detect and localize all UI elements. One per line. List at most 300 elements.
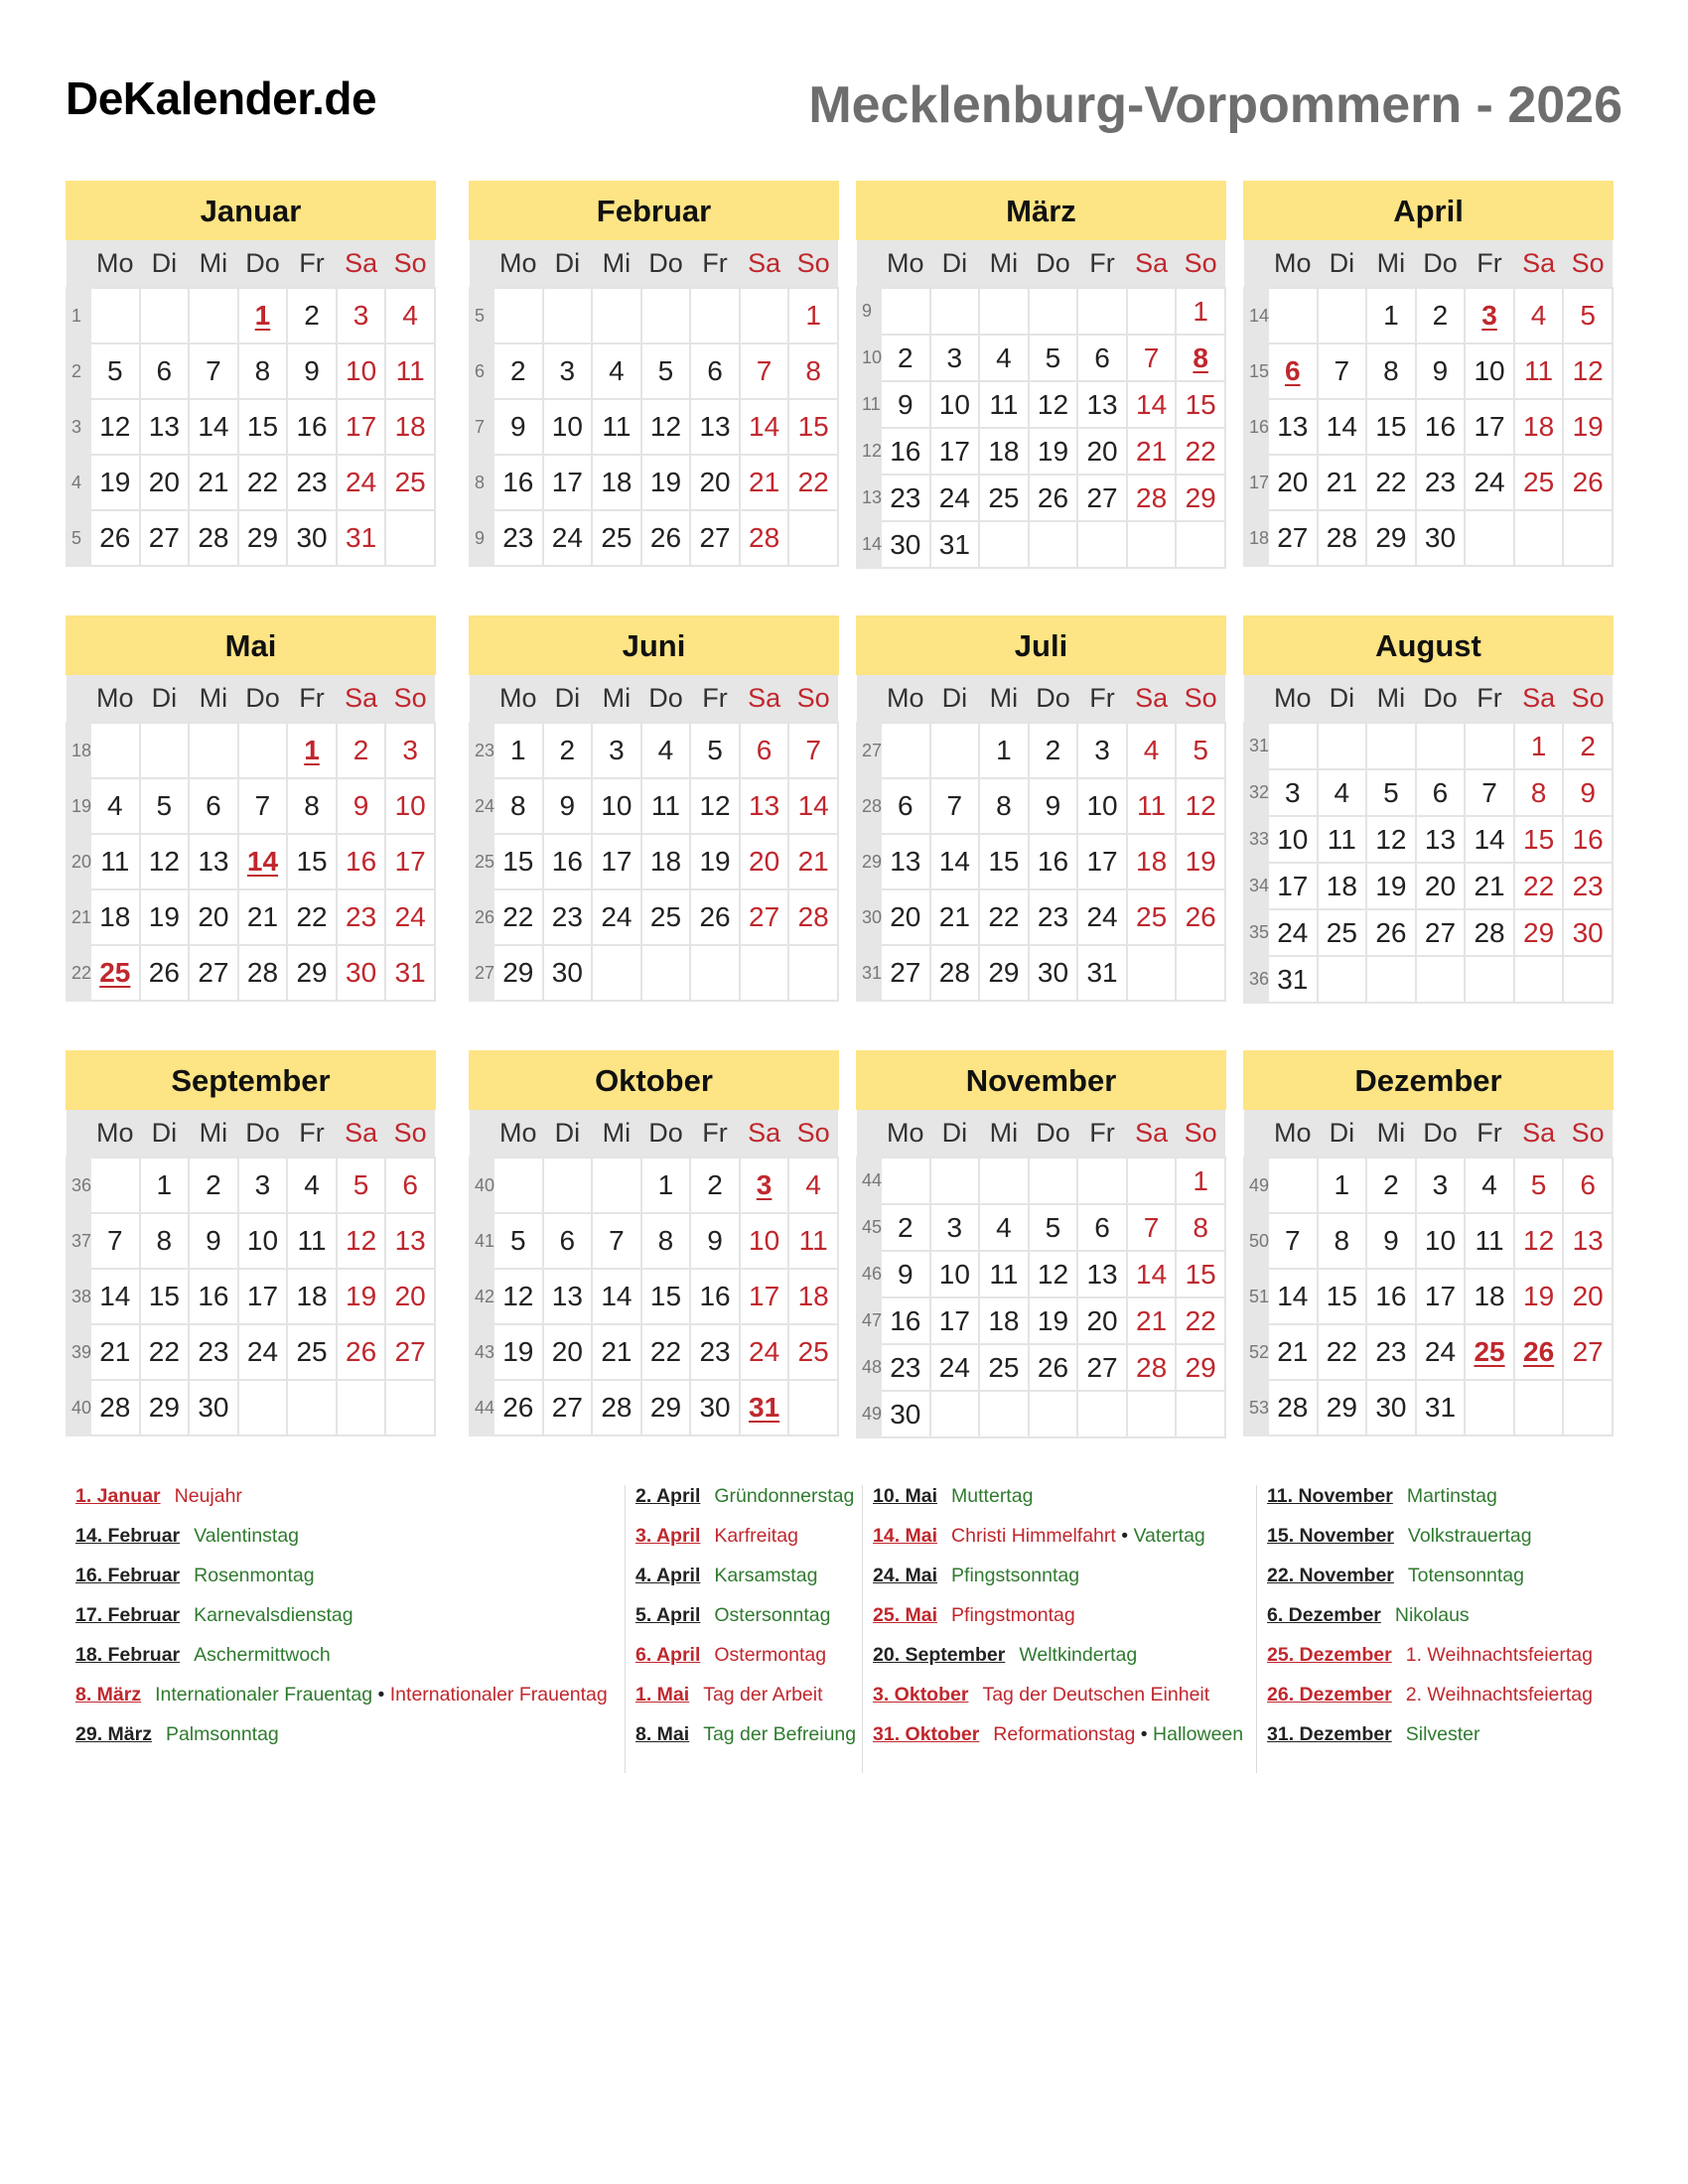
legend-holiday-name: Martinstag	[1406, 1485, 1497, 1507]
day-cell: 9	[690, 1213, 740, 1269]
day-cell: 3	[1077, 723, 1127, 778]
legend-item	[873, 1525, 1243, 1565]
week-number-header	[470, 240, 493, 288]
day-cell: 17	[1465, 399, 1514, 455]
day-cell: 29	[979, 945, 1029, 1001]
day-cell: 13	[1268, 399, 1318, 455]
week-number: 4	[67, 455, 90, 510]
week-number-header	[1244, 675, 1268, 723]
day-cell: 28	[1465, 909, 1514, 956]
day-cell: 19	[1514, 1269, 1564, 1324]
legend-date: 1. Januar	[75, 1485, 161, 1507]
day-cell: 20	[690, 455, 740, 510]
week-number: 46	[857, 1251, 881, 1297]
day-cell: 2	[337, 723, 386, 778]
day-cell: 29	[1176, 1344, 1225, 1391]
day-cell: 9	[337, 778, 386, 834]
legend-item	[635, 1604, 856, 1644]
day-cell	[930, 723, 980, 778]
day-cell: 1	[1318, 1158, 1367, 1213]
weekday-header: Mo	[881, 675, 930, 723]
day-cell: 15	[788, 399, 838, 455]
week-number: 37	[67, 1213, 90, 1269]
week-row	[857, 1158, 1225, 1204]
day-cell: 9	[881, 381, 930, 428]
day-cell: 27	[385, 1324, 435, 1380]
day-cell	[881, 288, 930, 335]
weekday-header: Sa	[1514, 240, 1564, 288]
week-number-header	[857, 675, 881, 723]
day-cell: 25	[1514, 455, 1564, 510]
day-cell: 27	[881, 945, 930, 1001]
day-cell: 29	[1318, 1380, 1367, 1435]
month-januar	[66, 181, 436, 568]
day-cell: 6	[1416, 769, 1466, 816]
day-cell: 25	[1318, 909, 1367, 956]
day-cell: 18	[788, 1269, 838, 1324]
day-cell	[189, 723, 238, 778]
week-number: 31	[857, 945, 881, 1001]
week-number: 41	[470, 1213, 493, 1269]
month-title: Oktober	[469, 1050, 839, 1110]
weekday-header: Do	[641, 675, 691, 723]
day-cell: 10	[543, 399, 593, 455]
month-table	[856, 1110, 1226, 1438]
week-number: 45	[857, 1204, 881, 1251]
day-cell: 15	[238, 399, 288, 455]
day-cell: 14	[189, 399, 238, 455]
day-cell: 7	[1318, 343, 1367, 399]
day-cell: 20	[189, 889, 238, 945]
day-cell	[930, 1158, 980, 1204]
weekday-header: Sa	[1514, 675, 1564, 723]
day-cell: 26	[1176, 889, 1225, 945]
legend-item	[75, 1525, 608, 1565]
weekday-header: Sa	[337, 675, 386, 723]
day-cell: 7	[238, 778, 288, 834]
weekday-header: Mi	[1366, 240, 1416, 288]
day-cell: 25	[641, 889, 691, 945]
day-cell: 28	[788, 889, 838, 945]
day-cell	[1563, 1380, 1613, 1435]
legend-holiday-name: Pfingstmontag	[951, 1604, 1075, 1626]
day-cell: 27	[189, 945, 238, 1001]
day-cell: 12	[1514, 1213, 1564, 1269]
day-cell	[238, 723, 288, 778]
day-cell: 9	[287, 343, 337, 399]
week-number: 29	[857, 834, 881, 889]
legend-holiday-name: Halloween	[1153, 1723, 1244, 1745]
day-cell: 24	[385, 889, 435, 945]
day-cell: 10	[337, 343, 386, 399]
week-number: 16	[1244, 399, 1268, 455]
holiday-day-cell: 6	[1268, 343, 1318, 399]
week-number: 44	[857, 1158, 881, 1204]
day-cell: 28	[1268, 1380, 1318, 1435]
week-number-header	[470, 675, 493, 723]
day-cell: 22	[1318, 1324, 1367, 1380]
day-cell: 4	[385, 288, 435, 343]
day-cell: 22	[788, 455, 838, 510]
weekday-header: Sa	[337, 1110, 386, 1158]
day-cell: 16	[287, 399, 337, 455]
legend-holiday-name: Silvester	[1405, 1723, 1480, 1745]
weekday-header: Sa	[740, 675, 789, 723]
legend-date: 8. März	[75, 1684, 142, 1706]
week-row	[67, 455, 435, 510]
week-row	[1244, 1158, 1613, 1213]
day-cell	[1563, 956, 1613, 1003]
legend-item	[873, 1644, 1243, 1684]
day-cell	[1127, 1158, 1177, 1204]
week-number-header	[857, 1110, 881, 1158]
week-row	[67, 889, 435, 945]
day-cell	[1127, 945, 1177, 1001]
weekday-header: So	[385, 1110, 435, 1158]
week-number: 3	[67, 399, 90, 455]
day-cell: 11	[788, 1213, 838, 1269]
day-cell: 15	[287, 834, 337, 889]
legend-holiday-name: Volkstrauertag	[1407, 1525, 1532, 1547]
legend-item	[1267, 1604, 1593, 1644]
week-number: 34	[1244, 863, 1268, 909]
legend-item	[873, 1723, 1243, 1763]
month-märz	[856, 181, 1226, 568]
week-number: 40	[67, 1380, 90, 1435]
day-cell	[543, 1158, 593, 1213]
weekday-header: Di	[1318, 240, 1367, 288]
week-number: 30	[857, 889, 881, 945]
week-row	[470, 288, 838, 343]
day-cell	[788, 510, 838, 566]
day-cell: 9	[881, 1251, 930, 1297]
legend-item	[635, 1723, 856, 1763]
weekday-header: So	[1563, 1110, 1613, 1158]
day-cell: 8	[788, 343, 838, 399]
day-cell: 26	[90, 510, 140, 566]
week-number: 17	[1244, 455, 1268, 510]
day-cell: 14	[1465, 816, 1514, 863]
day-cell: 19	[1029, 428, 1078, 475]
legend-item	[75, 1723, 608, 1763]
day-cell: 8	[979, 778, 1029, 834]
legend-item	[635, 1565, 856, 1604]
legend-column	[862, 1485, 1243, 1773]
day-cell: 20	[543, 1324, 593, 1380]
week-number: 9	[470, 510, 493, 566]
day-cell: 11	[90, 834, 140, 889]
day-cell: 7	[592, 1213, 641, 1269]
legend-item	[1267, 1485, 1593, 1525]
day-cell: 24	[1465, 455, 1514, 510]
day-cell: 11	[385, 343, 435, 399]
day-cell: 26	[337, 1324, 386, 1380]
day-cell: 30	[881, 521, 930, 568]
day-cell: 26	[140, 945, 190, 1001]
month-mai	[66, 615, 436, 1003]
day-cell: 17	[740, 1269, 789, 1324]
month-table	[856, 240, 1226, 569]
week-number-header	[67, 240, 90, 288]
day-cell: 25	[979, 1344, 1029, 1391]
day-cell: 30	[881, 1391, 930, 1437]
weekday-header: Fr	[1077, 240, 1127, 288]
day-cell: 15	[1318, 1269, 1367, 1324]
day-cell: 12	[1563, 343, 1613, 399]
month-table	[66, 675, 436, 1002]
day-cell: 13	[543, 1269, 593, 1324]
month-juni	[469, 615, 839, 1003]
week-row	[1244, 288, 1613, 343]
day-cell	[979, 521, 1029, 568]
day-cell: 14	[930, 834, 980, 889]
month-table	[1243, 675, 1614, 1004]
day-cell: 18	[287, 1269, 337, 1324]
week-number-header	[1244, 1110, 1268, 1158]
day-cell: 2	[1366, 1158, 1416, 1213]
week-number: 49	[1244, 1158, 1268, 1213]
day-cell: 6	[881, 778, 930, 834]
weekday-header: Mo	[90, 1110, 140, 1158]
day-cell: 24	[337, 455, 386, 510]
day-cell: 12	[1366, 816, 1416, 863]
holiday-day-cell: 25	[90, 945, 140, 1001]
weekday-header: Di	[543, 1110, 593, 1158]
week-row	[470, 889, 838, 945]
legend-holiday-name: Valentinstag	[194, 1525, 300, 1547]
weekday-header: Fr	[1465, 675, 1514, 723]
weekday-header: Fr	[690, 675, 740, 723]
weekday-header: Mo	[1268, 675, 1318, 723]
day-cell: 28	[1318, 510, 1367, 566]
day-cell: 3	[1416, 1158, 1466, 1213]
day-cell	[1268, 723, 1318, 769]
day-cell: 12	[1176, 778, 1225, 834]
day-cell: 1	[493, 723, 543, 778]
day-cell: 26	[1563, 455, 1613, 510]
day-cell: 30	[690, 1380, 740, 1435]
day-cell	[592, 288, 641, 343]
day-cell: 21	[788, 834, 838, 889]
month-title: Juni	[469, 615, 839, 675]
day-cell: 24	[930, 475, 980, 521]
week-number: 7	[470, 399, 493, 455]
day-cell: 28	[592, 1380, 641, 1435]
day-cell: 29	[140, 1380, 190, 1435]
day-cell: 23	[881, 1344, 930, 1391]
day-cell: 6	[385, 1158, 435, 1213]
month-title: Juli	[856, 615, 1226, 675]
week-row	[67, 399, 435, 455]
week-number: 40	[470, 1158, 493, 1213]
day-cell: 10	[1465, 343, 1514, 399]
weekday-header: So	[1563, 240, 1613, 288]
day-cell: 23	[1366, 1324, 1416, 1380]
legend-holiday-name: Ostersonntag	[714, 1604, 831, 1626]
week-row	[1244, 510, 1613, 566]
day-cell: 23	[881, 475, 930, 521]
weekday-header: Di	[1318, 1110, 1367, 1158]
day-cell: 6	[1077, 1204, 1127, 1251]
day-cell: 10	[385, 778, 435, 834]
month-title: September	[66, 1050, 436, 1110]
day-cell	[881, 723, 930, 778]
legend-date: 14. Februar	[75, 1525, 181, 1547]
day-cell: 4	[1318, 769, 1367, 816]
day-cell: 5	[337, 1158, 386, 1213]
day-cell	[1268, 1158, 1318, 1213]
day-cell: 13	[740, 778, 789, 834]
day-cell	[881, 1158, 930, 1204]
legend-date: 11. November	[1267, 1485, 1393, 1507]
weekday-header: Fr	[1077, 675, 1127, 723]
week-number: 18	[67, 723, 90, 778]
week-number: 15	[1244, 343, 1268, 399]
day-cell: 23	[337, 889, 386, 945]
legend-date: 16. Februar	[75, 1565, 181, 1586]
week-number: 1	[67, 288, 90, 343]
day-cell: 24	[543, 510, 593, 566]
week-number: 27	[470, 945, 493, 1001]
week-row	[67, 288, 435, 343]
legend-holiday-name: Karsamstag	[714, 1565, 818, 1586]
day-cell: 2	[881, 1204, 930, 1251]
week-number: 14	[1244, 288, 1268, 343]
weekday-header: Mo	[493, 675, 543, 723]
holiday-day-cell: 25	[1465, 1324, 1514, 1380]
week-number: 12	[857, 428, 881, 475]
day-cell: 14	[592, 1269, 641, 1324]
day-cell: 19	[90, 455, 140, 510]
week-row	[1244, 1380, 1613, 1435]
day-cell: 29	[1366, 510, 1416, 566]
week-number: 48	[857, 1344, 881, 1391]
day-cell: 19	[140, 889, 190, 945]
day-cell: 17	[385, 834, 435, 889]
legend-holiday-name: Rosenmontag	[194, 1565, 315, 1586]
legend-item	[1267, 1723, 1593, 1763]
weekday-header: Fr	[1465, 240, 1514, 288]
day-cell: 15	[493, 834, 543, 889]
week-row	[857, 1344, 1225, 1391]
legend-date: 3. Oktober	[873, 1684, 969, 1706]
week-row	[857, 1251, 1225, 1297]
week-row	[857, 945, 1225, 1001]
day-cell: 24	[1416, 1324, 1466, 1380]
month-title: Februar	[469, 181, 839, 240]
day-cell: 4	[1514, 288, 1564, 343]
month-april	[1243, 181, 1614, 568]
site-logo: DeKalender.de	[66, 72, 377, 124]
legend-holiday-name: Karnevalsdienstag	[194, 1604, 353, 1626]
month-title: November	[856, 1050, 1226, 1110]
bullet-separator: •	[372, 1684, 390, 1706]
day-cell: 21	[740, 455, 789, 510]
legend-item	[635, 1525, 856, 1565]
weekday-header: So	[1176, 675, 1225, 723]
day-cell: 14	[90, 1269, 140, 1324]
day-cell: 31	[1268, 956, 1318, 1003]
week-number-header	[470, 1110, 493, 1158]
legend-item	[75, 1565, 608, 1604]
day-cell: 16	[881, 1297, 930, 1344]
week-number-header	[1244, 240, 1268, 288]
day-cell	[1514, 1380, 1564, 1435]
day-cell: 27	[543, 1380, 593, 1435]
day-cell: 23	[543, 889, 593, 945]
day-cell: 5	[1563, 288, 1613, 343]
legend-column	[75, 1485, 608, 1763]
week-row	[470, 455, 838, 510]
weekday-header: Mi	[592, 1110, 641, 1158]
week-row	[67, 723, 435, 778]
day-cell: 14	[1127, 1251, 1177, 1297]
week-number: 22	[67, 945, 90, 1001]
week-number: 8	[470, 455, 493, 510]
legend-holiday-name: Gründonnerstag	[714, 1485, 855, 1507]
holiday-day-cell: 14	[238, 834, 288, 889]
day-cell: 7	[930, 778, 980, 834]
day-cell: 25	[979, 475, 1029, 521]
legend-date: 25. Mai	[873, 1604, 938, 1626]
legend-column	[625, 1485, 856, 1773]
day-cell: 23	[1416, 455, 1466, 510]
day-cell: 22	[1366, 455, 1416, 510]
day-cell: 25	[592, 510, 641, 566]
week-row	[1244, 769, 1613, 816]
legend-item	[1267, 1644, 1593, 1684]
day-cell	[930, 1391, 980, 1437]
day-cell: 4	[979, 1204, 1029, 1251]
day-cell: 17	[930, 1297, 980, 1344]
week-number: 39	[67, 1324, 90, 1380]
day-cell: 27	[1077, 475, 1127, 521]
day-cell	[1176, 521, 1225, 568]
legend-date: 29. März	[75, 1723, 152, 1745]
day-cell	[690, 288, 740, 343]
day-cell: 30	[1416, 510, 1466, 566]
day-cell: 11	[1127, 778, 1177, 834]
day-cell: 31	[385, 945, 435, 1001]
legend-date: 10. Mai	[873, 1485, 938, 1507]
week-row	[1244, 956, 1613, 1003]
day-cell: 27	[690, 510, 740, 566]
day-cell: 12	[1029, 381, 1078, 428]
weekday-header: Do	[1029, 1110, 1078, 1158]
week-number: 38	[67, 1269, 90, 1324]
weekday-header: Di	[543, 240, 593, 288]
week-row	[1244, 399, 1613, 455]
day-cell	[979, 1391, 1029, 1437]
month-table	[856, 675, 1226, 1002]
day-cell: 12	[140, 834, 190, 889]
day-cell: 1	[1514, 723, 1564, 769]
weekday-header: So	[788, 1110, 838, 1158]
day-cell: 1	[1176, 288, 1225, 335]
day-cell: 30	[287, 510, 337, 566]
week-row	[857, 1391, 1225, 1437]
day-cell: 5	[641, 343, 691, 399]
week-row	[470, 723, 838, 778]
weekday-header: Mi	[1366, 675, 1416, 723]
legend-date: 4. April	[635, 1565, 701, 1586]
day-cell	[1514, 510, 1564, 566]
day-cell: 17	[930, 428, 980, 475]
day-cell: 25	[788, 1324, 838, 1380]
day-cell: 24	[1077, 889, 1127, 945]
day-cell: 16	[1416, 399, 1466, 455]
day-cell: 6	[690, 343, 740, 399]
